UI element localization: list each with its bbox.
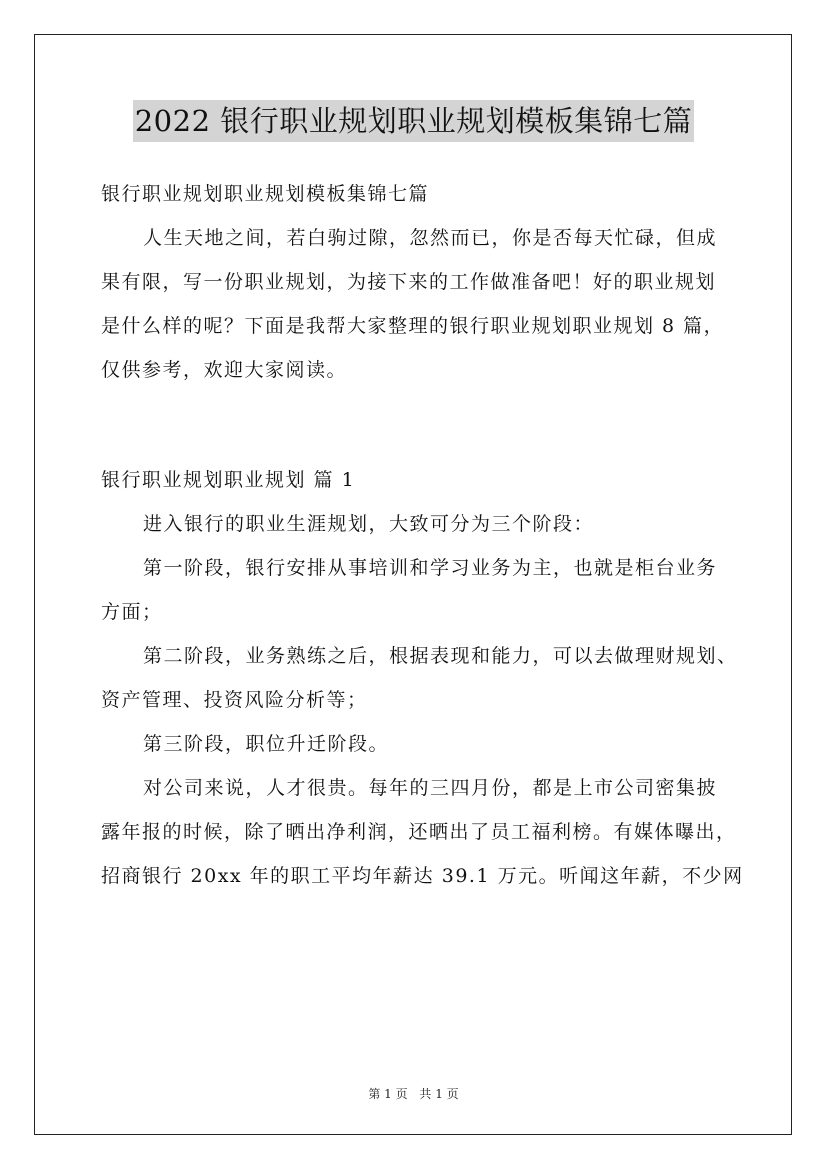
paragraph-line: 第一阶段，银行安排从事培训和学习业务为主，也就是柜台业务 (143, 557, 718, 579)
spacer (101, 392, 741, 436)
spacer (101, 436, 741, 458)
paragraph-line: 第二阶段，业务熟练之后，根据表现和能力，可以去做理财规划、 (143, 645, 738, 667)
page-number: 第 1 页 (368, 1087, 408, 1101)
paragraph-line: 招商银行 20xx 年的职工平均年薪达 39.1 万元。听闻这年薪，不少网 (101, 865, 744, 887)
title-container (0, 100, 827, 142)
page-total: 共 1 页 (419, 1087, 459, 1101)
intro-paragraph (101, 216, 741, 392)
intro-line: 人生天地之间，若白驹过隙，忽然而已，你是否每天忙碌，但成 (143, 227, 718, 249)
section-paragraph (101, 502, 741, 546)
document-body (101, 172, 744, 898)
document-subtitle: 银行职业规划职业规划模板集锦七篇 (101, 183, 430, 205)
paragraph-line: 方面； (101, 601, 163, 623)
paragraph-line: 露年报的时候，除了晒出净利润，还晒出了员工福利榜。有媒体曝出， (101, 821, 737, 843)
paragraph-line: 对公司来说，人才很贵。每年的三四月份，都是上市公司密集披 (143, 777, 718, 799)
section-paragraph (101, 766, 744, 898)
intro-line: 果有限，写一份职业规划，为接下来的工作做准备吧！好的职业规划 (101, 271, 717, 293)
page-footer (0, 1085, 827, 1102)
paragraph-line: 第三阶段，职位升迁阶段。 (143, 733, 390, 755)
section-paragraph (101, 722, 741, 766)
paragraph-line: 进入银行的职业生涯规划，大致可分为三个阶段： (143, 513, 595, 535)
section-paragraph (101, 634, 741, 722)
intro-line: 仅供参考，欢迎大家阅读。 (101, 359, 348, 381)
section-paragraph (101, 546, 741, 634)
document-title: 2022 银行职业规划职业规划模板集锦七篇 (133, 100, 695, 142)
paragraph-line: 资产管理、投资风险分析等； (101, 689, 368, 711)
section-heading: 银行职业规划职业规划 篇 1 (101, 469, 356, 491)
intro-line: 是什么样的呢？下面是我帮大家整理的银行职业规划职业规划 8 篇， (101, 315, 725, 337)
